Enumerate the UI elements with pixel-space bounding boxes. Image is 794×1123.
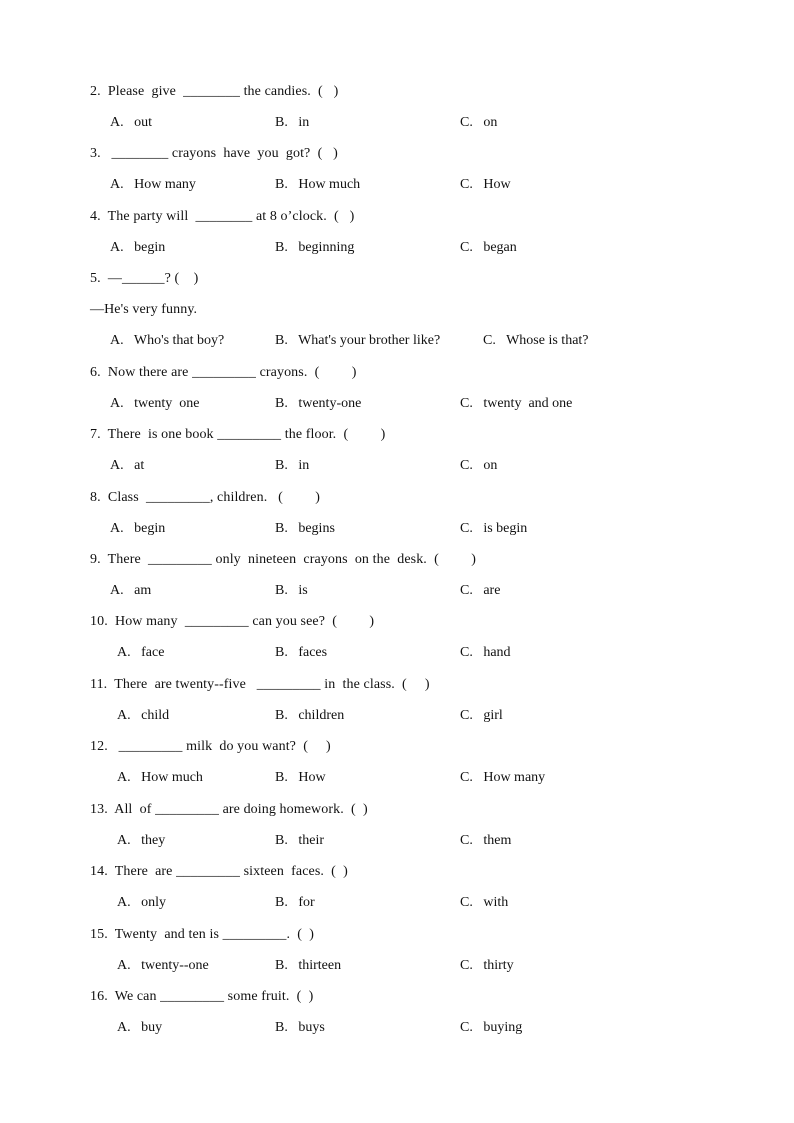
option-c: C. on (460, 115, 498, 130)
option-c: C. buying (460, 1020, 523, 1035)
option-a: A. am (110, 583, 152, 598)
option-c: C. with (460, 895, 509, 910)
option-c: C. is begin (460, 521, 528, 536)
option-a: A. at (110, 458, 145, 473)
question-stem: 11. There are twenty--five _________ in the class. ( ) (90, 677, 430, 692)
option-a: A. How many (110, 177, 196, 192)
option-a: A. begin (110, 240, 166, 255)
option-c: C. How many (460, 770, 546, 785)
option-b: B. begins (275, 521, 335, 536)
option-a: A. out (110, 115, 152, 130)
option-a: A. How much (117, 770, 203, 785)
option-b: B. faces (275, 645, 328, 660)
option-b: B. is (275, 583, 308, 598)
option-c: C. How (460, 177, 511, 192)
option-b: B. twenty-one (275, 396, 362, 411)
option-c: C. hand (460, 645, 511, 660)
options-row (0, 331, 794, 351)
options-row (0, 581, 794, 601)
option-b: B. buys (275, 1020, 325, 1035)
question-stem: 4. The party will ________ at 8 o’clock. ( ) (90, 209, 355, 224)
question-reply: —He's very funny. (90, 302, 198, 317)
options-row (0, 519, 794, 539)
option-c: C. are (460, 583, 501, 598)
option-a: A. Who's that boy? (110, 333, 225, 348)
options-row (0, 893, 794, 913)
option-a: A. twenty--one (117, 958, 209, 973)
option-a: A. they (117, 833, 166, 848)
option-b: B. for (275, 895, 315, 910)
options-row (0, 1018, 794, 1038)
options-row (0, 113, 794, 133)
question-stem: 14. There are _________ sixteen faces. ( ) (90, 864, 348, 879)
option-c: C. them (460, 833, 512, 848)
question-stem: 13. All of _________ are doing homework. ( ) (90, 802, 368, 817)
options-row (0, 394, 794, 414)
options-row (0, 768, 794, 788)
question-stem: 5. —______? ( ) (90, 271, 199, 286)
option-a: A. buy (117, 1020, 163, 1035)
question-stem: 2. Please give ________ the candies. ( ) (90, 84, 339, 99)
question-stem: 12. _________ milk do you want? ( ) (90, 739, 331, 754)
option-b: B. What's your brother like? (275, 333, 441, 348)
options-row (0, 456, 794, 476)
question-stem: 3. ________ crayons have you got? ( ) (90, 146, 338, 161)
options-row (0, 175, 794, 195)
option-b: B. beginning (275, 240, 355, 255)
option-b: B. thirteen (275, 958, 342, 973)
option-c: C. girl (460, 708, 503, 723)
options-row (0, 956, 794, 976)
option-c: C. thirty (460, 958, 514, 973)
option-a: A. twenty one (110, 396, 200, 411)
options-row (0, 238, 794, 258)
option-b: B. their (275, 833, 324, 848)
option-c: C. Whose is that? (483, 333, 589, 348)
option-b: B. in (275, 458, 310, 473)
option-c: C. twenty and one (460, 396, 573, 411)
option-c: C. on (460, 458, 498, 473)
question-stem: 15. Twenty and ten is _________. ( ) (90, 927, 315, 942)
option-a: A. face (117, 645, 165, 660)
option-b: B. in (275, 115, 310, 130)
question-stem: 7. There is one book _________ the floor. ( ) (90, 427, 386, 442)
option-c: C. began (460, 240, 517, 255)
option-b: B. How (275, 770, 326, 785)
question-stem: 8. Class _________, children. ( ) (90, 490, 321, 505)
question-stem: 6. Now there are _________ crayons. ( ) (90, 365, 357, 380)
option-b: B. How much (275, 177, 361, 192)
option-a: A. only (117, 895, 166, 910)
options-row (0, 643, 794, 663)
options-row (0, 831, 794, 851)
question-stem: 16. We can _________ some fruit. ( ) (90, 989, 314, 1004)
option-a: A. begin (110, 521, 166, 536)
question-stem: 10. How many _________ can you see? ( ) (90, 614, 375, 629)
option-a: A. child (117, 708, 170, 723)
options-row (0, 706, 794, 726)
option-b: B. children (275, 708, 345, 723)
question-stem: 9. There _________ only nineteen crayons on the desk. ( ) (90, 552, 477, 567)
